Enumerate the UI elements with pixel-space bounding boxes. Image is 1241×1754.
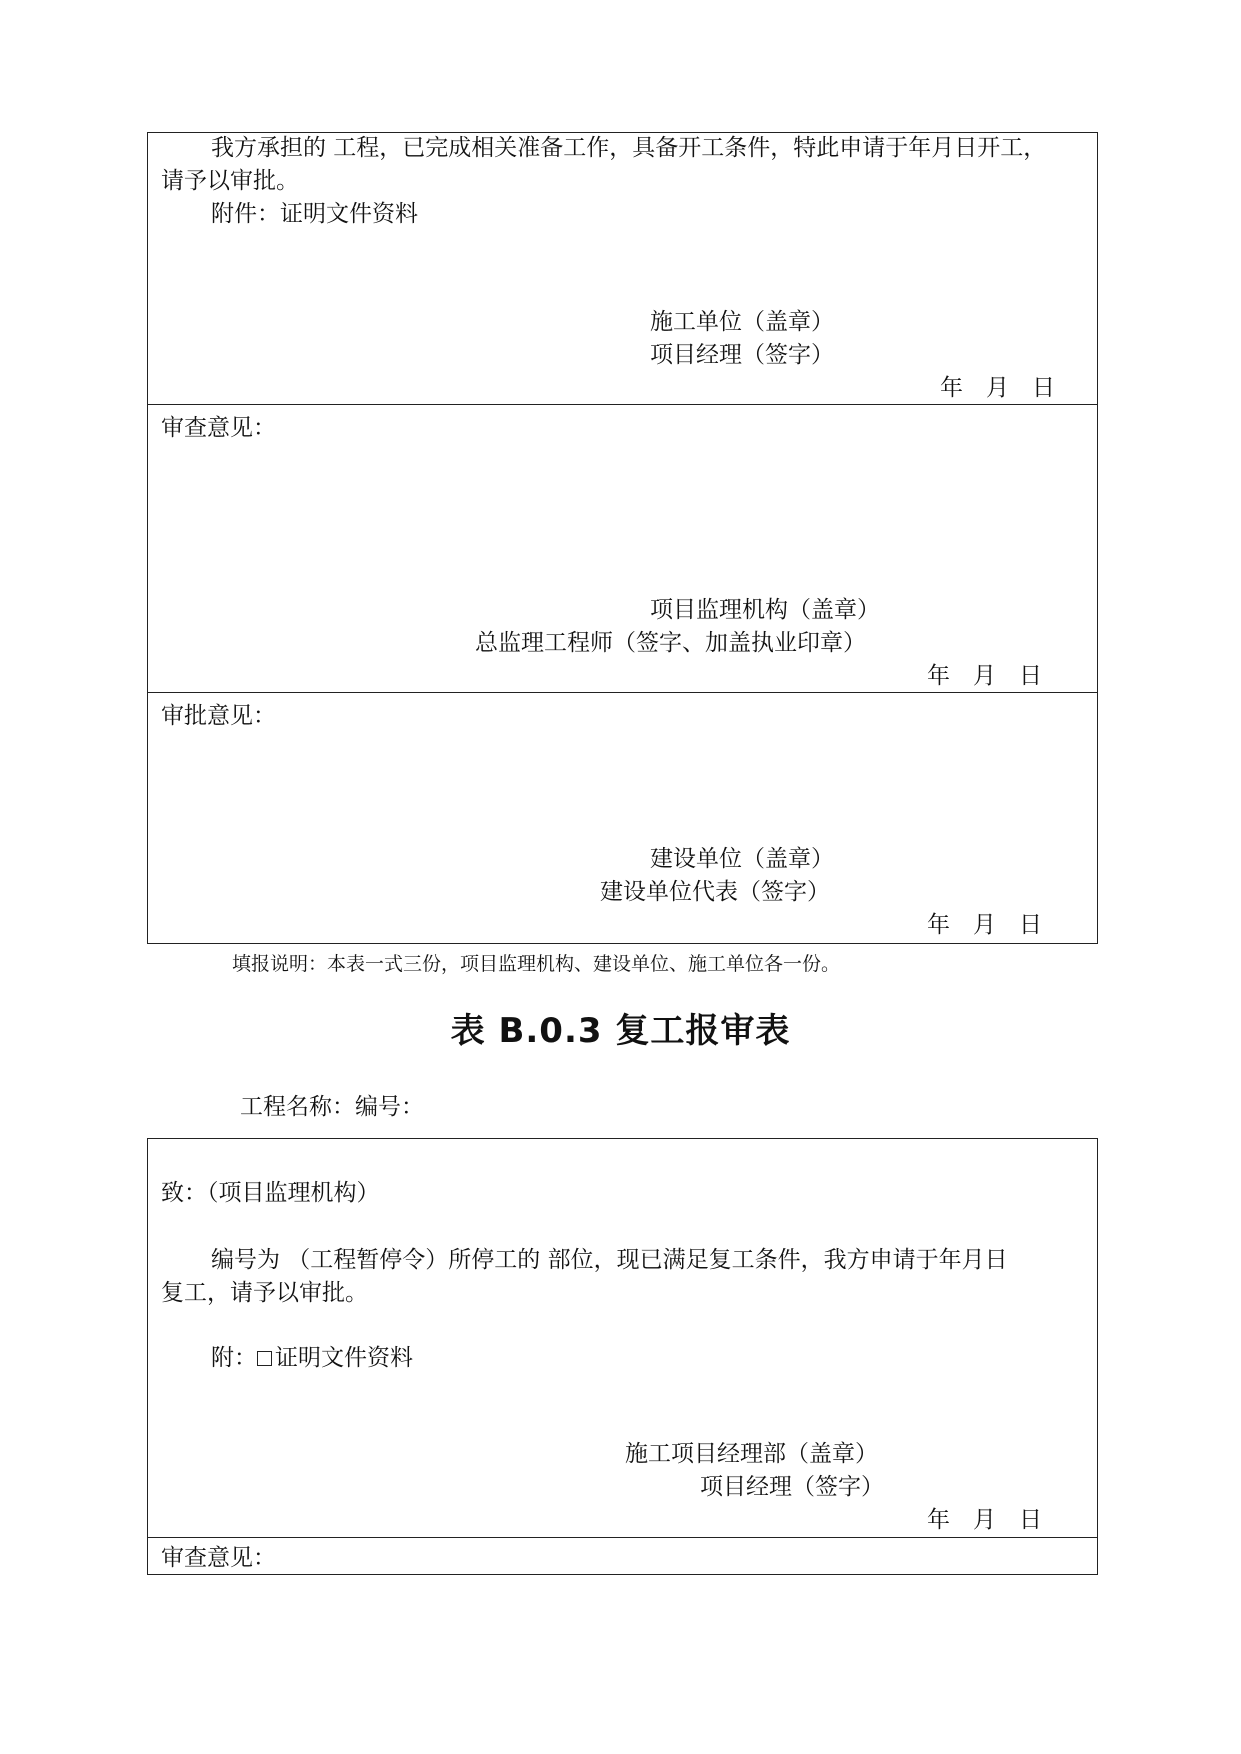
attachment-checkbox[interactable]	[257, 1351, 272, 1366]
form1-row-divider-1	[147, 404, 1098, 405]
date-2: 年 月 日	[927, 663, 1042, 689]
fill-note: 填报说明：本表一式三份，项目监理机构、建设单位、施工单位各一份。	[232, 953, 841, 975]
form2-row-divider	[147, 1537, 1098, 1538]
form1-table	[147, 132, 1098, 944]
form1-paragraph-line1: 我方承担的 工程，已完成相关准备工作，具备开工条件，特此申请于年月日开工，	[211, 135, 1047, 161]
form2-attachment	[211, 1347, 413, 1370]
attach-text: 证明文件资料	[275, 1345, 413, 1371]
owner-rep-sign: 建设单位代表（签字）	[600, 879, 830, 905]
form1-row-divider-2	[147, 692, 1098, 693]
form2-title: 表 B.0.3 复工报审表	[450, 1011, 791, 1051]
form2-date: 年 月 日	[927, 1507, 1042, 1533]
to-line: 致：（项目监理机构）	[161, 1180, 380, 1206]
review-label: 审查意见：	[161, 415, 276, 441]
chief-engineer-sign: 总监理工程师（签字、加盖执业印章）	[475, 630, 866, 656]
supervision-seal: 项目监理机构（盖章）	[650, 597, 880, 623]
pm-sign: 项目经理（签字）	[650, 342, 834, 368]
attach-prefix: 附：	[211, 1345, 257, 1371]
form2-review-label: 审查意见：	[161, 1545, 276, 1571]
form2-paragraph-line2: 复工，请予以审批。	[161, 1280, 368, 1306]
form2-paragraph-line1: 编号为 （工程暂停令）所停工的 部位，现已满足复工条件，我方申请于年月日	[211, 1247, 1008, 1273]
owner-seal: 建设单位（盖章）	[650, 846, 834, 872]
form2-header: 工程名称：编号：	[240, 1094, 424, 1120]
form1-attachment: 附件：证明文件资料	[211, 201, 418, 227]
approval-label: 审批意见：	[161, 703, 276, 729]
date-3: 年 月 日	[927, 912, 1042, 938]
form2-pm-sign: 项目经理（签字）	[700, 1474, 884, 1500]
form1-paragraph-line2: 请予以审批。	[161, 168, 299, 194]
pm-dept-seal: 施工项目经理部（盖章）	[625, 1441, 878, 1467]
contractor-seal: 施工单位（盖章）	[650, 309, 834, 335]
date-1: 年 月 日	[940, 375, 1055, 401]
